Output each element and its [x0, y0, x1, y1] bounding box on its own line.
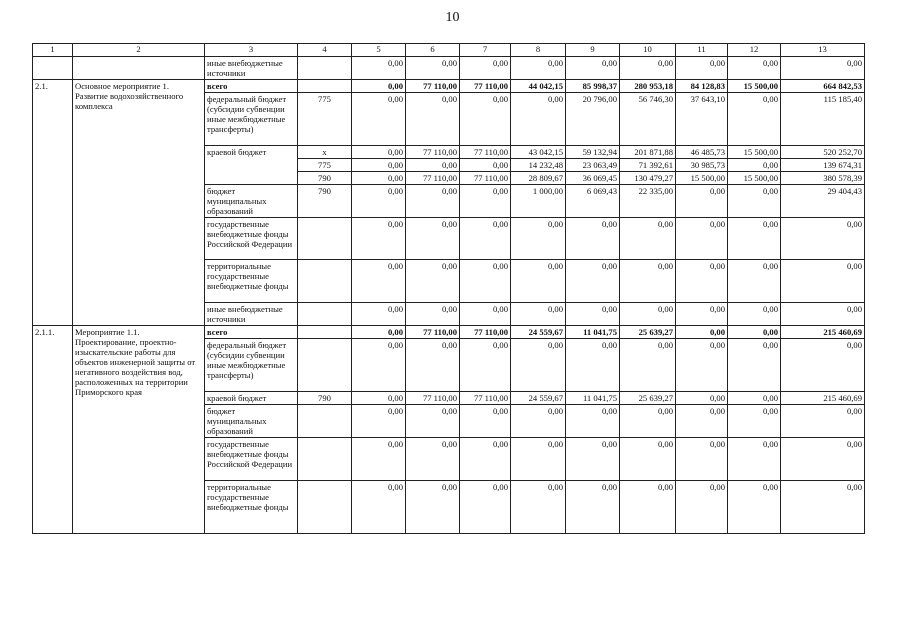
value-cell: 0,00: [511, 339, 566, 392]
value-cell: 0,00: [352, 146, 406, 159]
value-cell: 0,00: [352, 405, 406, 438]
value-cell: 130 479,27: [620, 172, 676, 185]
value-cell: 0,00: [566, 303, 620, 326]
value-cell: 0,00: [728, 159, 781, 172]
value-cell: 15 500,00: [676, 172, 728, 185]
value-cell: 0,00: [460, 481, 511, 534]
value-cell: 0,00: [728, 438, 781, 481]
value-cell: 0,00: [352, 218, 406, 260]
value-cell: 0,00: [460, 57, 511, 80]
value-cell: 0,00: [406, 218, 460, 260]
value-cell: 0,00: [352, 93, 406, 146]
value-cell: 0,00: [511, 438, 566, 481]
table-row: [33, 57, 865, 80]
value-cell: 0,00: [406, 303, 460, 326]
value-cell: 44 042,15: [511, 80, 566, 93]
budget-table: [32, 43, 865, 534]
value-cell: 25 639,27: [620, 326, 676, 339]
funding-source: федеральный бюджет (субсидии субвенции иные межбюджетные трансферты): [205, 339, 298, 392]
value-cell: 77 110,00: [406, 392, 460, 405]
value-cell: 0,00: [728, 392, 781, 405]
value-cell: 0,00: [511, 303, 566, 326]
value-cell: 11 041,75: [566, 326, 620, 339]
value-cell: 77 110,00: [460, 146, 511, 159]
value-cell: 15 500,00: [728, 172, 781, 185]
value-cell: 15 500,00: [728, 146, 781, 159]
value-cell: 37 643,10: [676, 93, 728, 146]
value-cell: 0,00: [460, 303, 511, 326]
value-cell: 0,00: [676, 438, 728, 481]
column-header: 3: [205, 44, 298, 57]
value-cell: 0,00: [511, 405, 566, 438]
value-cell: 0,00: [566, 481, 620, 534]
budget-code: 775: [298, 159, 352, 172]
value-cell: 0,00: [620, 303, 676, 326]
budget-code: [298, 80, 352, 93]
item-number: 2.1.1.: [33, 326, 73, 534]
value-cell: 0,00: [620, 339, 676, 392]
column-header: 9: [566, 44, 620, 57]
budget-code: [298, 438, 352, 481]
column-header: 1: [33, 44, 73, 57]
value-cell: 0,00: [728, 405, 781, 438]
value-cell: 0,00: [728, 57, 781, 80]
value-cell: 0,00: [406, 57, 460, 80]
value-cell: 20 796,00: [566, 93, 620, 146]
value-cell: 46 485,73: [676, 146, 728, 159]
value-cell: 77 110,00: [460, 326, 511, 339]
budget-code: х: [298, 146, 352, 159]
value-cell: 0,00: [352, 172, 406, 185]
value-cell: 115 185,40: [781, 93, 865, 146]
value-cell: 14 232,48: [511, 159, 566, 172]
value-cell: 0,00: [460, 93, 511, 146]
funding-source: всего: [205, 326, 298, 339]
column-header: 12: [728, 44, 781, 57]
funding-source: всего: [205, 80, 298, 93]
value-cell: 6 069,43: [566, 185, 620, 218]
value-cell: 71 392,61: [620, 159, 676, 172]
budget-code: [298, 218, 352, 260]
budget-code: [298, 339, 352, 392]
value-cell: 0,00: [566, 339, 620, 392]
value-cell: 0,00: [676, 260, 728, 303]
value-cell: 0,00: [460, 405, 511, 438]
value-cell: 0,00: [728, 218, 781, 260]
value-cell: 0,00: [460, 185, 511, 218]
value-cell: 0,00: [781, 438, 865, 481]
column-header-row: [33, 44, 865, 57]
table-row: [33, 326, 865, 339]
value-cell: 0,00: [676, 339, 728, 392]
value-cell: 0,00: [511, 218, 566, 260]
value-cell: 0,00: [781, 218, 865, 260]
column-header: 10: [620, 44, 676, 57]
value-cell: 0,00: [728, 93, 781, 146]
table-row: [33, 80, 865, 93]
value-cell: 215 460,69: [781, 392, 865, 405]
value-cell: 15 500,00: [728, 80, 781, 93]
value-cell: 0,00: [676, 303, 728, 326]
budget-code: [298, 260, 352, 303]
value-cell: 664 842,53: [781, 80, 865, 93]
value-cell: 0,00: [781, 260, 865, 303]
value-cell: 77 110,00: [406, 146, 460, 159]
value-cell: 0,00: [676, 481, 728, 534]
value-cell: 0,00: [620, 481, 676, 534]
funding-source: иные внебюджетные источники: [205, 57, 298, 80]
value-cell: 0,00: [728, 185, 781, 218]
value-cell: 0,00: [352, 303, 406, 326]
value-cell: 0,00: [566, 218, 620, 260]
value-cell: 0,00: [352, 339, 406, 392]
column-header: 11: [676, 44, 728, 57]
funding-source: краевой бюджет: [205, 146, 298, 185]
value-cell: 0,00: [511, 93, 566, 146]
value-cell: 380 578,39: [781, 172, 865, 185]
value-cell: 0,00: [781, 481, 865, 534]
item-name: Основное мероприятие 1. Развитие водохозяйственного комплекса: [73, 80, 205, 326]
funding-source: краевой бюджет: [205, 392, 298, 405]
value-cell: 0,00: [728, 260, 781, 303]
value-cell: 11 041,75: [566, 392, 620, 405]
value-cell: 1 000,00: [511, 185, 566, 218]
value-cell: 139 674,31: [781, 159, 865, 172]
value-cell: 0,00: [460, 339, 511, 392]
value-cell: 25 639,27: [620, 392, 676, 405]
value-cell: 0,00: [620, 405, 676, 438]
value-cell: 77 110,00: [460, 80, 511, 93]
value-cell: 0,00: [676, 405, 728, 438]
value-cell: 0,00: [781, 339, 865, 392]
value-cell: 0,00: [676, 326, 728, 339]
value-cell: 77 110,00: [406, 326, 460, 339]
value-cell: 0,00: [460, 159, 511, 172]
budget-code: [298, 326, 352, 339]
value-cell: 56 746,30: [620, 93, 676, 146]
value-cell: 0,00: [566, 405, 620, 438]
value-cell: 0,00: [352, 481, 406, 534]
item-number: 2.1.: [33, 80, 73, 326]
value-cell: 0,00: [460, 438, 511, 481]
budget-code: [298, 303, 352, 326]
value-cell: 0,00: [352, 57, 406, 80]
value-cell: 215 460,69: [781, 326, 865, 339]
column-header: 13: [781, 44, 865, 57]
value-cell: 0,00: [406, 405, 460, 438]
value-cell: 0,00: [566, 57, 620, 80]
funding-source: территориальные государственные внебюджетные фонды: [205, 260, 298, 303]
value-cell: 0,00: [352, 260, 406, 303]
item-name: Мероприятие 1.1. Проектирование, проектно-изыскательские работы для объектов инженерной защиты от негативного воздействия вод, расположенных на территории Приморского края: [73, 326, 205, 534]
value-cell: 77 110,00: [406, 172, 460, 185]
value-cell: 0,00: [676, 392, 728, 405]
value-cell: 0,00: [406, 185, 460, 218]
value-cell: 84 128,83: [676, 80, 728, 93]
value-cell: 0,00: [781, 405, 865, 438]
value-cell: 77 110,00: [460, 172, 511, 185]
value-cell: 23 063,49: [566, 159, 620, 172]
value-cell: 0,00: [406, 159, 460, 172]
value-cell: 0,00: [460, 218, 511, 260]
funding-source: бюджет муниципальных образований: [205, 185, 298, 218]
value-cell: 77 110,00: [406, 80, 460, 93]
value-cell: 0,00: [620, 438, 676, 481]
budget-code: 790: [298, 185, 352, 218]
page-number: 10: [445, 10, 460, 25]
value-cell: 0,00: [511, 260, 566, 303]
value-cell: 0,00: [352, 326, 406, 339]
value-cell: 0,00: [566, 438, 620, 481]
value-cell: 0,00: [406, 260, 460, 303]
column-header: 5: [352, 44, 406, 57]
value-cell: 24 559,67: [511, 392, 566, 405]
value-cell: 43 042,15: [511, 146, 566, 159]
value-cell: 0,00: [352, 80, 406, 93]
column-header: 6: [406, 44, 460, 57]
budget-code: 790: [298, 392, 352, 405]
value-cell: 0,00: [406, 339, 460, 392]
value-cell: 0,00: [728, 326, 781, 339]
budget-code: 790: [298, 172, 352, 185]
value-cell: 0,00: [781, 57, 865, 80]
value-cell: 0,00: [728, 339, 781, 392]
column-header: 4: [298, 44, 352, 57]
budget-code: [298, 57, 352, 80]
value-cell: 201 871,88: [620, 146, 676, 159]
value-cell: 29 404,43: [781, 185, 865, 218]
funding-source: бюджет муниципальных образований: [205, 405, 298, 438]
value-cell: 0,00: [728, 481, 781, 534]
funding-source: иные внебюджетные источники: [205, 303, 298, 326]
funding-source: федеральный бюджет (субсидии субвенции иные межбюджетные трансферты): [205, 93, 298, 146]
value-cell: 0,00: [352, 185, 406, 218]
value-cell: 0,00: [460, 260, 511, 303]
value-cell: 0,00: [406, 481, 460, 534]
value-cell: 520 252,70: [781, 146, 865, 159]
value-cell: 0,00: [620, 260, 676, 303]
column-header: 8: [511, 44, 566, 57]
value-cell: 280 953,18: [620, 80, 676, 93]
value-cell: 0,00: [352, 438, 406, 481]
value-cell: 0,00: [676, 185, 728, 218]
value-cell: 36 069,45: [566, 172, 620, 185]
budget-code: 775: [298, 93, 352, 146]
value-cell: 30 985,73: [676, 159, 728, 172]
funding-source: государственные внебюджетные фонды Российской Федерации: [205, 218, 298, 260]
funding-source: территориальные государственные внебюджетные фонды: [205, 481, 298, 534]
column-header: 2: [73, 44, 205, 57]
value-cell: 24 559,67: [511, 326, 566, 339]
value-cell: 0,00: [406, 438, 460, 481]
value-cell: 0,00: [511, 57, 566, 80]
value-cell: 0,00: [406, 93, 460, 146]
value-cell: 0,00: [676, 218, 728, 260]
value-cell: 0,00: [676, 57, 728, 80]
value-cell: 85 998,37: [566, 80, 620, 93]
budget-code: [298, 481, 352, 534]
funding-source: государственные внебюджетные фонды Российской Федерации: [205, 438, 298, 481]
column-header: 7: [460, 44, 511, 57]
value-cell: 0,00: [620, 218, 676, 260]
value-cell: 0,00: [781, 303, 865, 326]
value-cell: 0,00: [352, 159, 406, 172]
value-cell: 77 110,00: [460, 392, 511, 405]
value-cell: 0,00: [728, 303, 781, 326]
value-cell: 22 335,00: [620, 185, 676, 218]
value-cell: 28 809,67: [511, 172, 566, 185]
value-cell: 59 132,94: [566, 146, 620, 159]
value-cell: 0,00: [352, 392, 406, 405]
budget-code: [298, 405, 352, 438]
value-cell: 0,00: [511, 481, 566, 534]
value-cell: 0,00: [566, 260, 620, 303]
value-cell: 0,00: [620, 57, 676, 80]
